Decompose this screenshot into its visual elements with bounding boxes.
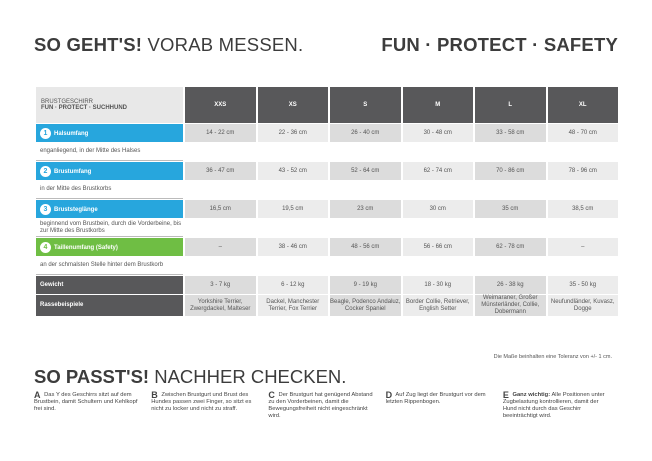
- table-cell: Border Collie, Retriever, English Setter: [403, 295, 474, 316]
- table-cell: 38,5 cm: [548, 200, 619, 218]
- table-cell: Neufundländer, Kuvasz, Dogge: [548, 295, 619, 316]
- check-item: [503, 392, 620, 420]
- weight-row: [36, 276, 618, 294]
- page-title: [34, 34, 303, 56]
- row-label-text: Halsumfang: [54, 130, 89, 137]
- row-label-text: Bruststeglänge: [54, 206, 98, 213]
- measure-description: an der schmalsten Stelle hinter dem Brustkorb: [36, 257, 183, 275]
- check-letter: D: [385, 390, 393, 400]
- size-xl: XL: [548, 87, 619, 123]
- size-table: [34, 86, 620, 317]
- table-cell: Beagle, Podenco Andaluz, Cocker Spaniel: [330, 295, 401, 316]
- check-text: Der Brustgurt hat genügend Abstand zu den Vorderbeinen, damit die Bewegungsfreiheit nicht eingeschränkt wird.: [268, 392, 373, 419]
- table-cell: 26 - 40 cm: [330, 124, 401, 142]
- size-m: M: [403, 87, 474, 123]
- row-number: 2: [40, 166, 51, 177]
- table-cell: 18 - 30 kg: [403, 276, 474, 294]
- product-label: [36, 87, 183, 123]
- row-label: [36, 124, 183, 142]
- tolerance-note: Die Maße beinhalten eine Toleranz von +/- 1 cm.: [493, 354, 612, 360]
- table-cell: 52 - 64 cm: [330, 162, 401, 180]
- table-cell: 33 - 58 cm: [475, 124, 546, 142]
- table-cell: Yorkshire Terrier, Zwergdackel, Malteser: [185, 295, 256, 316]
- table-cell: –: [185, 238, 256, 256]
- breed-label: Rassebeispiele: [36, 295, 183, 316]
- measure-desc-row: [36, 181, 618, 199]
- table-cell: 9 - 19 kg: [330, 276, 401, 294]
- table-cell: 62 - 78 cm: [475, 238, 546, 256]
- table-cell: 43 - 52 cm: [258, 162, 329, 180]
- table-cell: 35 cm: [475, 200, 546, 218]
- check-item: [386, 392, 503, 420]
- check-letter: A: [34, 390, 41, 400]
- table-cell: 16,5 cm: [185, 200, 256, 218]
- table-cell: 62 - 74 cm: [403, 162, 474, 180]
- measure-description: in der Mitte des Brustkorbs: [36, 181, 183, 199]
- table-cell: 3 - 7 kg: [185, 276, 256, 294]
- table-cell: 48 - 70 cm: [548, 124, 619, 142]
- check-item: [151, 392, 268, 420]
- table-cell: 35 - 50 kg: [548, 276, 619, 294]
- check-list: [34, 392, 620, 420]
- table-cell: 19,5 cm: [258, 200, 329, 218]
- title-light: VORAB MESSEN.: [147, 34, 304, 55]
- table-cell: 14 - 22 cm: [185, 124, 256, 142]
- check-text: Alle Positionen unter Zugbelastung kontrollieren, damit der Hund nicht durch das Geschirr beeinträchtigt wird.: [502, 392, 605, 419]
- brand-tagline: FUN · PROTECT · SAFETY: [381, 34, 618, 55]
- table-cell: –: [548, 238, 619, 256]
- table-cell: 78 - 96 cm: [548, 162, 619, 180]
- check-item: [268, 392, 385, 420]
- table-cell: 30 cm: [403, 200, 474, 218]
- table-cell: 26 - 38 kg: [475, 276, 546, 294]
- row-number: 1: [40, 128, 51, 139]
- row-number: 4: [40, 242, 51, 253]
- table-cell: 36 - 47 cm: [185, 162, 256, 180]
- table-cell: Weimaraner, Großer Münsterländer, Collie, Dobermann: [475, 295, 546, 316]
- table-cell: 70 - 86 cm: [475, 162, 546, 180]
- measure-description: beginnend vom Brustbein, durch die Vorderbeine, bis zur Mitte des Brustkorbs: [36, 219, 183, 237]
- table-cell: 22 - 36 cm: [258, 124, 329, 142]
- title-bold: SO GEHT'S!: [34, 34, 143, 55]
- measure-row-waist: [36, 238, 618, 256]
- row-label: [36, 238, 183, 256]
- product-line1: BRUSTGESCHIRR: [41, 99, 94, 105]
- section-title-bold: SO PASST'S!: [34, 366, 150, 387]
- table-cell: Dackel, Manchester Terrier, Fox Terrier: [258, 295, 329, 316]
- table-cell: 23 cm: [330, 200, 401, 218]
- measure-row-sternum: [36, 200, 618, 218]
- table-cell: 48 - 56 cm: [330, 238, 401, 256]
- table-cell: 6 - 12 kg: [258, 276, 329, 294]
- row-label-text: Taillenumfang (Safety): [54, 244, 118, 251]
- check-text: Das Y des Geschirrs sitzt auf dem Brustbein, damit Schultern und Kehlkopf frei sind.: [34, 392, 138, 412]
- check-text: Zwischen Brustgurt und Brust des Hundes passen zwei Finger, so sitzt es nicht zu locker und nicht zu straff.: [151, 392, 252, 412]
- check-letter: B: [151, 390, 158, 400]
- size-s: S: [330, 87, 401, 123]
- size-xs: XS: [258, 87, 329, 123]
- size-xxs: XXS: [185, 87, 256, 123]
- weight-label: Gewicht: [36, 276, 183, 294]
- measure-desc-row: [36, 219, 618, 237]
- measure-desc-row: [36, 257, 618, 275]
- measure-description: enganliegend, in der Mitte des Halses: [36, 143, 183, 161]
- section-title-light: NACHHER CHECKEN.: [154, 366, 347, 387]
- breed-row: [36, 295, 618, 316]
- check-letter: C: [268, 390, 275, 400]
- measure-row-chest: [36, 162, 618, 180]
- measure-desc-row: [36, 143, 618, 161]
- check-text: Auf Zug liegt der Brustgurt vor dem letzten Rippenbogen.: [385, 392, 486, 405]
- product-line2: FUN · PROTECT · SUCHHUND: [41, 105, 127, 111]
- size-l: L: [475, 87, 546, 123]
- row-label: [36, 200, 183, 218]
- check-item: [34, 392, 151, 420]
- measure-row-neck: [36, 124, 618, 142]
- section-title: [34, 366, 346, 388]
- table-cell: 30 - 48 cm: [403, 124, 474, 142]
- table-cell: 56 - 66 cm: [403, 238, 474, 256]
- table-cell: 38 - 46 cm: [258, 238, 329, 256]
- row-label-text: Brustumfang: [54, 168, 92, 175]
- check-letter: E: [502, 390, 509, 400]
- row-label: [36, 162, 183, 180]
- size-header-row: [36, 87, 618, 123]
- row-number: 3: [40, 204, 51, 215]
- check-strong: Ganz wichtig:: [512, 392, 551, 398]
